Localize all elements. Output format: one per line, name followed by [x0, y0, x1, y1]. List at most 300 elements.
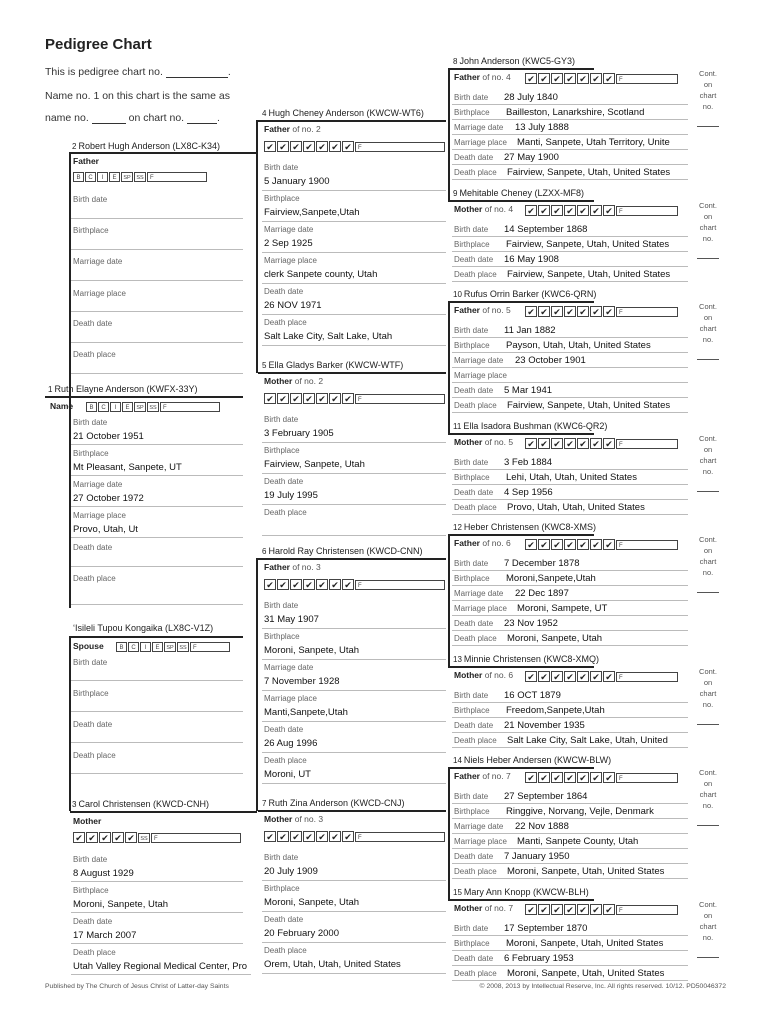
person-8-birthplace: Bailleston, Lanarkshire, Scotland: [506, 107, 645, 118]
continue-chart-field[interactable]: [697, 258, 719, 259]
birthplace-label: Birthplace: [454, 108, 490, 117]
ordinance-f[interactable]: F: [355, 580, 445, 590]
ordinance-check[interactable]: ✔: [525, 671, 537, 682]
ordinance-check[interactable]: ✔: [538, 73, 550, 84]
field-underline: [452, 236, 688, 237]
ordinance-check[interactable]: ✔: [342, 393, 354, 404]
field-underline: [452, 615, 688, 616]
ordinance-check[interactable]: ✔: [303, 141, 315, 152]
death-place-label: Death place: [264, 756, 307, 765]
connector-line: [448, 666, 594, 668]
connector-line: [448, 767, 594, 769]
ordinance-check[interactable]: ✔: [316, 393, 328, 404]
ordinance-check[interactable]: ✔: [264, 831, 276, 842]
ordinance-check[interactable]: ✔: [577, 671, 589, 682]
person-1-marriage-place: Provo, Utah, Ut: [73, 524, 138, 535]
field-underline: [262, 628, 446, 629]
ordinance-check[interactable]: ✔: [316, 831, 328, 842]
ordinance-check[interactable]: ✔: [564, 539, 576, 550]
ordinance-check[interactable]: ✔: [277, 393, 289, 404]
birthplace-label: Birthplace: [454, 473, 490, 482]
continue-chart-field[interactable]: [697, 724, 719, 725]
person-15-birth-date: 17 September 1870: [504, 923, 588, 934]
on-chart-no-label: on chart no.: [128, 112, 185, 124]
ordinance-check[interactable]: ✔: [590, 306, 602, 317]
ordinance-check[interactable]: ✔: [290, 141, 302, 152]
field-underline: [452, 149, 688, 150]
person-10-marriage-date: 23 October 1901: [515, 355, 586, 366]
field-underline: [452, 935, 688, 936]
marriage-place-label: Marriage place: [73, 511, 126, 520]
person-6-marriage-place: Manti,Sanpete,Utah: [264, 707, 348, 718]
ordinance-check[interactable]: ✔: [538, 772, 550, 783]
person-11-ordinances[interactable]: [525, 438, 678, 449]
marriage-date-label: Marriage date: [454, 123, 504, 132]
person-10-birth-date: 11 Jan 1882: [504, 325, 556, 336]
ordinance-check[interactable]: ✔: [538, 539, 550, 550]
death-place-label: Death place: [264, 508, 307, 517]
field-underline: [452, 412, 688, 413]
ordinance-check[interactable]: ✔: [525, 772, 537, 783]
marriage-date-label: Marriage date: [454, 822, 504, 831]
person-13-ordinances[interactable]: [525, 671, 678, 682]
marriage-date-label: Marriage date: [73, 480, 123, 489]
period: .: [227, 66, 231, 78]
person-11-role: Mother of no. 5: [454, 437, 514, 447]
person-15-death-place: Moroni, Sanpete, Utah, United States: [507, 968, 665, 979]
ordinance-check[interactable]: ✔: [551, 904, 563, 915]
continue-chart-field[interactable]: [697, 592, 719, 593]
person-1-name: 1 Ruth Elayne Anderson (KWFX-33Y): [48, 384, 198, 394]
person-12-marriage-date: 22 Dec 1897: [515, 588, 569, 599]
person-4-ordinances[interactable]: [264, 141, 445, 152]
field-underline: [452, 965, 688, 966]
ordinance-check[interactable]: ✔: [277, 579, 289, 590]
death-place-label: Death place: [73, 948, 116, 957]
ordinance-check[interactable]: ✔: [590, 671, 602, 682]
death-place-label: Death place: [454, 270, 497, 279]
field-underline: [452, 717, 688, 718]
person-15-death-date: 6 February 1953: [504, 953, 574, 964]
ordinance-f[interactable]: F: [616, 307, 678, 317]
field-underline: [452, 104, 688, 105]
person-8-role: Father of no. 4: [454, 72, 511, 82]
ordinance-check[interactable]: ✔: [525, 306, 537, 317]
death-date-label: Death date: [454, 721, 494, 730]
ordinance-check[interactable]: ✔: [329, 579, 341, 590]
person-9-role: Mother of no. 4: [454, 204, 514, 214]
person-7-birth-date: 20 July 1909: [264, 866, 318, 877]
field-underline: [262, 252, 446, 253]
person-14-marriage-place: Manti, Sanpete County, Utah: [517, 836, 639, 847]
ordinance-check[interactable]: ✔: [564, 306, 576, 317]
field-underline: [452, 367, 688, 368]
person-10-death-date: 5 Mar 1941: [504, 385, 553, 396]
ordinance-check[interactable]: ✔: [290, 393, 302, 404]
connector-line: [448, 68, 594, 70]
marriage-date-label: Marriage date: [454, 356, 504, 365]
ordinance-check[interactable]: ✔: [342, 141, 354, 152]
ordinance-check[interactable]: ✔: [525, 205, 537, 216]
ordinance-check[interactable]: ✔: [603, 671, 615, 682]
connector-line: [258, 810, 446, 812]
ordinance-check[interactable]: ✔: [590, 73, 602, 84]
death-date-label: Death date: [264, 915, 304, 924]
continue-chart-field[interactable]: [697, 957, 719, 958]
ordinance-check[interactable]: ✔: [342, 579, 354, 590]
person-14-birthplace: Ringgive, Norvang, Vejle, Denmark: [506, 806, 654, 817]
name-no-line: [45, 112, 220, 124]
person-2-role: Father: [73, 156, 99, 166]
ordinance-f[interactable]: F: [616, 439, 678, 449]
ordinance-f[interactable]: F: [355, 832, 445, 842]
person-14-birth-date: 27 September 1864: [504, 791, 588, 802]
ordinance-check[interactable]: ✔: [538, 306, 550, 317]
person-5-birth-date: 3 February 1905: [264, 428, 334, 439]
continue-chart-field[interactable]: [697, 491, 719, 492]
death-date-label: Death date: [73, 720, 113, 729]
field-underline: [262, 752, 446, 753]
death-date-label: Death date: [264, 477, 304, 486]
marriage-place-label: Marriage place: [264, 256, 317, 265]
continue-chart-field[interactable]: [697, 126, 719, 127]
ordinance-check[interactable]: ✔: [564, 205, 576, 216]
person-11-birth-date: 3 Feb 1884: [504, 457, 553, 468]
field-underline: [262, 690, 446, 691]
person-12-ordinances[interactable]: [525, 539, 678, 550]
person-8-marriage-place: Manti, Sanpete, Utah Territory, Unite: [517, 137, 670, 148]
person-14-name: 14 Niels Heber Andersen (KWCW-BLW): [453, 755, 612, 765]
field-underline: [452, 585, 688, 586]
birth-date-label: Birth date: [264, 601, 299, 610]
ordinance-check[interactable]: ✔: [329, 393, 341, 404]
connector-line: [448, 534, 450, 667]
field-underline: [262, 221, 446, 222]
ordinance-check[interactable]: ✔: [603, 205, 615, 216]
field-underline: [452, 950, 688, 951]
birthplace-label: Birthplace: [454, 240, 490, 249]
person-8-ordinances[interactable]: [525, 73, 678, 84]
field-underline: [452, 266, 688, 267]
person-2-name: 2 Robert Hugh Anderson (LX8C-K34): [72, 141, 221, 151]
ordinance-f[interactable]: F: [616, 905, 678, 915]
ordinance-check[interactable]: ✔: [603, 73, 615, 84]
connector-line: [70, 152, 257, 154]
death-date-label: Death date: [454, 954, 494, 963]
person-12-role: Father of no. 6: [454, 538, 511, 548]
person-11-death-date: 4 Sep 1956: [504, 487, 553, 498]
person-15-ordinances[interactable]: [525, 904, 678, 915]
person-14-marriage-date: 22 Nov 1888: [515, 821, 569, 832]
birth-date-label: Birth date: [73, 658, 108, 667]
field-underline: [262, 190, 446, 191]
person-9-ordinances[interactable]: [525, 205, 678, 216]
ordinance-check[interactable]: ✔: [603, 306, 615, 317]
marriage-place-label: Marriage place: [73, 289, 126, 298]
birthplace-label: Birthplace: [264, 632, 300, 641]
birth-date-label: Birth date: [454, 458, 489, 467]
birth-date-label: Birth date: [454, 924, 489, 933]
ordinance-f[interactable]: F: [616, 672, 678, 682]
ordinance-check[interactable]: ✔: [577, 73, 589, 84]
ordinance-check[interactable]: ✔: [603, 772, 615, 783]
ordinance-f[interactable]: F: [616, 540, 678, 550]
person-8-name: 8 John Anderson (KWC5-GY3): [453, 56, 576, 66]
ordinance-check[interactable]: ✔: [577, 438, 589, 449]
field-underline: [452, 119, 688, 120]
person-4-birthplace: Fairview,Sanpete,Utah: [264, 207, 360, 218]
ordinance-check[interactable]: ✔: [342, 831, 354, 842]
field-underline: [262, 721, 446, 722]
ordinance-check[interactable]: ✔: [525, 73, 537, 84]
ordinance-check[interactable]: ✔: [577, 904, 589, 915]
ordinance-check[interactable]: ✔: [564, 772, 576, 783]
ordinance-check[interactable]: ✔: [564, 671, 576, 682]
ordinance-check[interactable]: ✔: [264, 579, 276, 590]
death-date-label: Death date: [454, 619, 494, 628]
person-13-death-date: 21 November 1935: [504, 720, 585, 731]
person-14-death-date: 7 January 1950: [504, 851, 570, 862]
ordinance-check[interactable]: ✔: [303, 393, 315, 404]
person-4-name: 4 Hugh Cheney Anderson (KWCW-WT6): [262, 108, 424, 118]
continue-on-chart: Cont. on chart no.: [699, 201, 717, 243]
person-4-marriage-date: 2 Sep 1925: [264, 238, 313, 249]
birthplace-label: Birthplace: [73, 226, 109, 235]
ordinance-check[interactable]: ✔: [303, 579, 315, 590]
continue-chart-field[interactable]: [697, 825, 719, 826]
connector-line: [448, 534, 594, 536]
person-3-ordinances[interactable]: ✔ ✔ ✔ ✔ ✔ SS F: [73, 832, 241, 843]
field-underline: [452, 980, 688, 981]
footer-publisher: Published by The Church of Jesus Christ of Latter-day Saints: [45, 983, 229, 990]
person-7-ordinances[interactable]: [264, 831, 445, 842]
ordinance-check[interactable]: ✔: [290, 831, 302, 842]
person-12-death-date: 23 Nov 1952: [504, 618, 558, 629]
person-7-death-place: Orem, Utah, Utah, United States: [264, 959, 401, 970]
field-underline: [452, 732, 688, 733]
marriage-date-label: Marriage date: [73, 257, 123, 266]
birth-date-label: Birth date: [454, 792, 489, 801]
ordinance-check[interactable]: ✔: [329, 141, 341, 152]
ordinance-f[interactable]: F: [355, 142, 445, 152]
ordinance-check[interactable]: ✔: [290, 579, 302, 590]
person-3-role: Mother: [73, 816, 102, 826]
death-date-label: Death date: [73, 319, 113, 328]
ordinance-check[interactable]: ✔: [538, 671, 550, 682]
death-place-label: Death place: [73, 751, 116, 760]
person-1-role: Name: [50, 401, 74, 411]
spouse-role: Spouse: [73, 641, 104, 651]
death-date-label: Death date: [454, 488, 494, 497]
ordinance-check[interactable]: ✔: [277, 141, 289, 152]
person-13-name: 13 Minnie Christensen (KWC8-XMQ): [453, 654, 599, 664]
person-4-marriage-place: clerk Sanpete county, Utah: [264, 269, 378, 280]
birth-date-label: Birth date: [264, 853, 299, 862]
birthplace-label: Birthplace: [454, 706, 490, 715]
ordinance-check[interactable]: ✔: [551, 539, 563, 550]
ordinance-check[interactable]: ✔: [538, 438, 550, 449]
field-underline: [452, 878, 688, 879]
period: .: [217, 112, 220, 124]
birthplace-label: Birthplace: [73, 886, 109, 895]
connector-line: [258, 372, 446, 374]
ordinance-check[interactable]: ✔: [577, 205, 589, 216]
field-underline: [452, 747, 688, 748]
ordinance-check[interactable]: ✔: [525, 438, 537, 449]
spouse-ordinances[interactable]: B C I E SP SS F: [116, 642, 230, 652]
marriage-place-label: Marriage place: [454, 837, 507, 846]
continue-chart-field[interactable]: [697, 359, 719, 360]
birthplace-label: Birthplace: [73, 689, 109, 698]
person-1-birth-date: 21 October 1951: [73, 431, 144, 442]
name-no-label: name no.: [45, 112, 89, 124]
field-underline: [452, 382, 688, 383]
person-8-marriage-date: 13 July 1888: [515, 122, 569, 133]
field-underline: [262, 911, 446, 912]
person-13-birth-date: 16 OCT 1879: [504, 690, 561, 701]
field-underline: [262, 942, 446, 943]
person-8-death-date: 27 May 1900: [504, 152, 559, 163]
ordinance-check[interactable]: ✔: [551, 306, 563, 317]
ordinance-check[interactable]: ✔: [603, 904, 615, 915]
person-6-death-place: Moroni, UT: [264, 769, 311, 780]
ordinance-f[interactable]: F: [616, 74, 678, 84]
birthplace-label: Birthplace: [454, 807, 490, 816]
ordinance-check[interactable]: ✔: [564, 73, 576, 84]
ordinance-check[interactable]: ✔: [590, 438, 602, 449]
field-underline: [452, 645, 688, 646]
ordinance-check[interactable]: ✔: [603, 539, 615, 550]
field-underline: [452, 848, 688, 849]
ordinance-check[interactable]: ✔: [551, 73, 563, 84]
ordinance-check[interactable]: ✔: [590, 539, 602, 550]
ordinance-check[interactable]: ✔: [264, 141, 276, 152]
person-3-birthplace: Moroni, Sanpete, Utah: [73, 899, 169, 910]
death-date-label: Death date: [454, 255, 494, 264]
ordinance-check[interactable]: ✔: [603, 438, 615, 449]
ordinance-check[interactable]: ✔: [564, 438, 576, 449]
person-3-death-date: 17 March 2007: [73, 930, 137, 941]
ordinance-check[interactable]: ✔: [316, 579, 328, 590]
person-10-ordinances[interactable]: [525, 306, 678, 317]
birthplace-label: Birthplace: [73, 449, 109, 458]
birth-date-label: Birth date: [454, 93, 489, 102]
field-underline: [452, 251, 688, 252]
field-underline: [452, 281, 688, 282]
death-date-label: Death date: [73, 917, 113, 926]
death-place-label: Death place: [454, 503, 497, 512]
person-12-birthplace: Moroni,Sanpete,Utah: [506, 573, 596, 584]
field-underline: [262, 314, 446, 315]
continue-on-chart: Cont. on chart no.: [699, 302, 717, 344]
person-4-death-place: Salt Lake City, Salt Lake, Utah: [264, 331, 393, 342]
on-chart-no-field[interactable]: [187, 122, 217, 124]
connector-line: [45, 396, 243, 398]
field-underline: [262, 442, 446, 443]
person-6-ordinances[interactable]: [264, 579, 445, 590]
field-underline: [452, 514, 688, 515]
person-8-death-place: Fairview, Sanpete, Utah, United States: [507, 167, 671, 178]
ordinance-f[interactable]: F: [355, 394, 445, 404]
person-15-role: Mother of no. 7: [454, 903, 514, 913]
death-place-label: Death place: [454, 969, 497, 978]
field-underline: [452, 397, 688, 398]
connector-line: [256, 120, 258, 373]
connector-line: [448, 767, 450, 900]
person-11-birthplace: Lehi, Utah, Utah, United States: [506, 472, 637, 483]
person-7-birthplace: Moroni, Sanpete, Utah: [264, 897, 360, 908]
ordinance-check[interactable]: ✔: [590, 904, 602, 915]
person-1-ordinances[interactable]: B C I E SP SS F: [86, 402, 220, 412]
person-9-birth-date: 14 September 1868: [504, 224, 588, 235]
birthplace-label: Birthplace: [264, 884, 300, 893]
ordinance-check[interactable]: ✔: [590, 205, 602, 216]
death-place-label: Death place: [264, 946, 307, 955]
ordinance-check[interactable]: ✔: [564, 904, 576, 915]
ordinance-check[interactable]: ✔: [551, 772, 563, 783]
person-6-marriage-date: 7 November 1928: [264, 676, 340, 687]
field-underline: [452, 863, 688, 864]
person-10-birthplace: Payson, Utah, Utah, United States: [506, 340, 651, 351]
person-1-marriage-date: 27 October 1972: [73, 493, 144, 504]
ordinance-check[interactable]: ✔: [538, 904, 550, 915]
ordinance-check[interactable]: ✔: [577, 772, 589, 783]
person-12-birth-date: 7 December 1878: [504, 558, 580, 569]
ordinance-check[interactable]: ✔: [551, 205, 563, 216]
ordinance-check[interactable]: ✔: [590, 772, 602, 783]
person-4-birth-date: 5 January 1900: [264, 176, 330, 187]
birth-date-label: Birth date: [73, 855, 108, 864]
death-place-label: Death place: [454, 867, 497, 876]
death-place-label: Death place: [454, 401, 497, 410]
ordinance-check[interactable]: ✔: [525, 539, 537, 550]
person-12-name: 12 Heber Christensen (KWC8-XMS): [453, 522, 596, 532]
ordinance-f[interactable]: F: [616, 773, 678, 783]
ordinance-check[interactable]: ✔: [277, 831, 289, 842]
ordinance-check[interactable]: ✔: [329, 831, 341, 842]
ordinance-check[interactable]: ✔: [577, 539, 589, 550]
ordinance-check[interactable]: ✔: [303, 831, 315, 842]
death-place-label: Death place: [73, 350, 116, 359]
person-12-marriage-place: Moroni, Sampete, UT: [517, 603, 608, 614]
person-5-role: Mother of no. 2: [264, 376, 324, 386]
ordinance-check[interactable]: ✔: [538, 205, 550, 216]
chart-number-field[interactable]: [166, 76, 228, 78]
person-5-ordinances[interactable]: [264, 393, 445, 404]
continue-on-chart: Cont. on chart no.: [699, 69, 717, 111]
ordinance-f[interactable]: F: [616, 206, 678, 216]
ordinance-check[interactable]: ✔: [264, 393, 276, 404]
marriage-place-label: Marriage place: [454, 138, 507, 147]
ordinance-check[interactable]: ✔: [316, 141, 328, 152]
person-11-death-place: Provo, Utah, Utah, United States: [507, 502, 645, 513]
ordinance-check[interactable]: ✔: [525, 904, 537, 915]
person-6-name: 6 Harold Ray Christensen (KWCD-CNN): [262, 546, 423, 556]
birth-date-label: Birth date: [264, 415, 299, 424]
continue-on-chart: Cont. on chart no.: [699, 667, 717, 709]
death-date-label: Death date: [454, 852, 494, 861]
field-underline: [452, 352, 688, 353]
ordinance-check[interactable]: ✔: [551, 438, 563, 449]
connector-line: [256, 558, 258, 811]
name-no-field[interactable]: [92, 122, 126, 124]
person-14-ordinances[interactable]: [525, 772, 678, 783]
spouse-name: ʻIsileli Tupou Kongaika (LX8C-V1Z): [73, 623, 214, 633]
ordinance-check[interactable]: ✔: [551, 671, 563, 682]
ordinance-check[interactable]: ✔: [577, 306, 589, 317]
person-12-death-place: Moroni, Sanpete, Utah: [507, 633, 603, 644]
person-2-ordinances[interactable]: B C I E SP SS F: [73, 172, 207, 182]
